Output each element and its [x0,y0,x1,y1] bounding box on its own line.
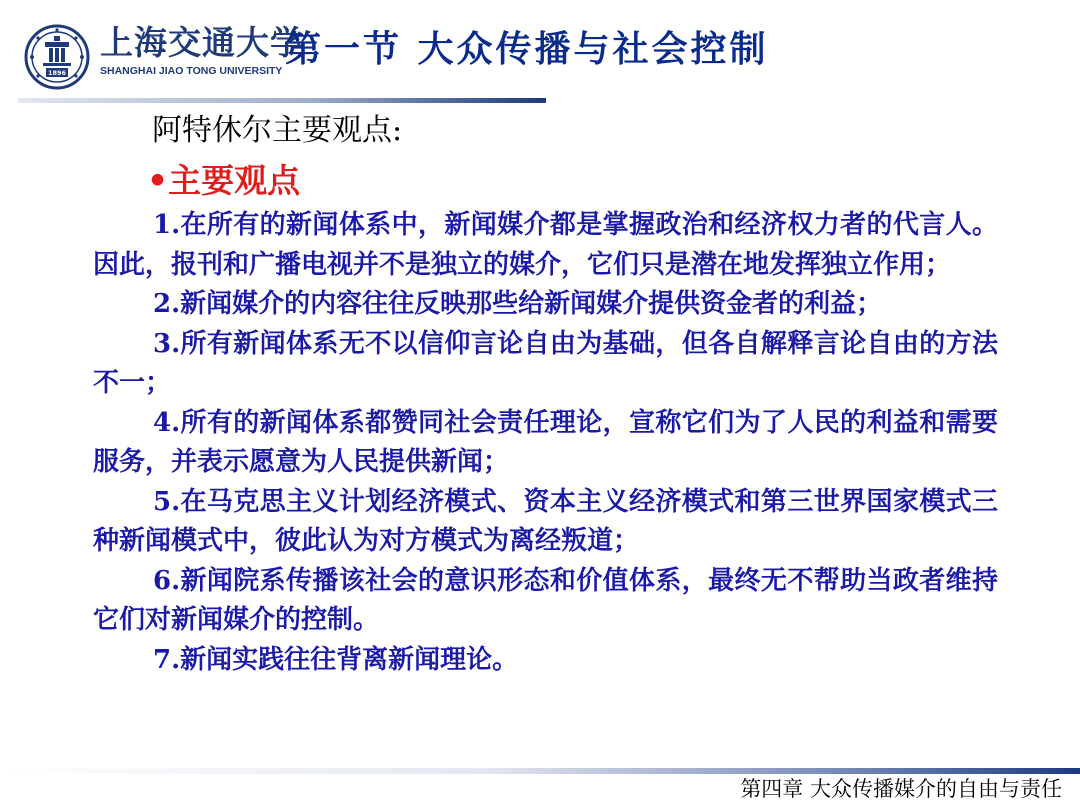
point-item-1: 1.在所有的新闻体系中，新闻媒介都是掌握政治和经济权力者的代言人。因此，报刊和广播电视并不是独立的媒介，它们只是潜在地发挥独立作用； [93,210,998,280]
university-logo [24,24,90,90]
point-item-5: 5.在马克思主义计划经济模式、资本主义经济模式和第三世界国家模式三种新闻模式中，彼此认为对方模式为离经叛道； [93,486,998,556]
point-item-7: 7.新闻实践往往背离新闻理论。 [153,644,519,675]
university-name-en: SHANGHAI JIAO TONG UNIVERSITY [100,65,283,77]
point-item-3: 3.所有新闻体系无不以信仰言论自由为基础，但各自解释言论自由的方法不一； [93,328,998,398]
header-divider [18,98,546,103]
section-title: 第一节 大众传播与社会控制 [285,28,769,70]
bullet-heading: •主要观点 [147,161,301,200]
chapter-footer: 第四章 大众传播媒介的自由与责任 [740,777,1062,801]
logo-year: 1896 [47,69,67,77]
points-list [93,206,998,680]
slide-subtitle: 阿特休尔主要观点: [152,113,403,148]
point-item-4: 4.所有的新闻体系都赞同社会责任理论，宣称它们为了人民的利益和需要服务，并表示愿意为人民提供新闻； [93,407,998,477]
university-name-cn: 上海交通大学 [100,23,304,62]
point-item-2: 2.新闻媒介的内容往往反映那些给新闻媒介提供资金者的利益； [153,289,883,319]
point-item-6: 6.新闻院系传播该社会的意识形态和价值体系，最终无不帮助当政者维持它们对新闻媒介的控制。 [93,565,998,635]
